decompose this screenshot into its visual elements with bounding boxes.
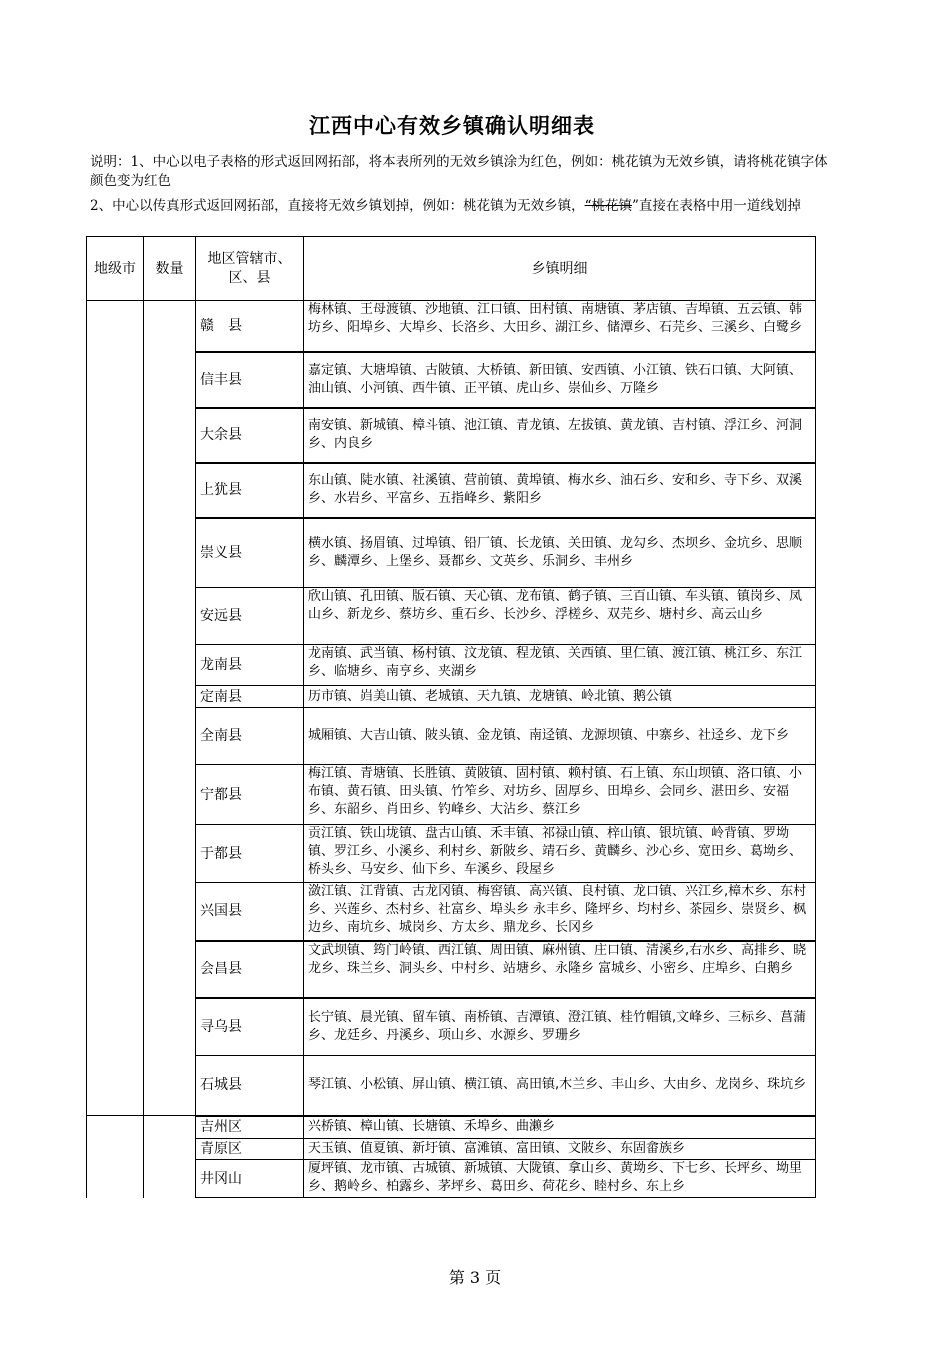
towns-text: 城厢镇、大吉山镇、陂头镇、金龙镇、南迳镇、龙源坝镇、中寨乡、社迳乡、龙下乡 bbox=[308, 728, 790, 743]
towns-cell bbox=[304, 588, 816, 645]
table-row bbox=[87, 645, 816, 686]
county-cell: 青原区 bbox=[196, 1139, 304, 1160]
county-cell: 于都县 bbox=[196, 825, 304, 883]
towns-cell bbox=[304, 825, 816, 883]
towns-text: 长宁镇、晨光镇、留车镇、南桥镇、吉潭镇、澄江镇、桂竹帽镇,文峰乡、三标乡、菖蒲乡、龙廷乡、丹溪乡、项山乡、水源乡、罗珊乡 bbox=[308, 1009, 807, 1043]
towns-text: 厦坪镇、龙市镇、古城镇、新城镇、大陇镇、拿山乡、黄坳乡、下七乡、长坪乡、坳里乡、鹅岭乡、柏露乡、茅坪乡、葛田乡、荷花乡、睦村乡、东上乡 bbox=[308, 1161, 803, 1194]
township-table-wrap bbox=[86, 236, 816, 1198]
county-cell: 定南县 bbox=[196, 686, 304, 708]
table-row bbox=[87, 998, 816, 1056]
header-county: 地区管辖市、区、县 bbox=[196, 237, 304, 301]
towns-text: 历市镇、岿美山镇、老城镇、天九镇、龙塘镇、岭北镇、鹅公镇 bbox=[308, 688, 673, 704]
towns-text: 嘉定镇、大塘埠镇、古陂镇、大桥镇、新田镇、安西镇、小江镇、铁石口镇、大阿镇、油山镇、小河镇、西牛镇、正平镇、虎山乡、崇仙乡、万隆乡 bbox=[308, 362, 803, 396]
county-cell: 兴国县 bbox=[196, 883, 304, 941]
table-row bbox=[87, 352, 816, 408]
towns-cell bbox=[304, 518, 816, 588]
county-cell: 龙南县 bbox=[196, 645, 304, 686]
towns-text: 梅林镇、王母渡镇、沙地镇、江口镇、田村镇、南塘镇、茅店镇、吉埠镇、五云镇、韩坊乡、阳埠乡、大埠乡、长洛乡、大田乡、湖江乡、储潭乡、石芫乡、三溪乡、白鹭乡 bbox=[308, 302, 803, 335]
table-row bbox=[87, 1139, 816, 1160]
towns-text: 东山镇、陡水镇、社溪镇、营前镇、黄埠镇、梅水乡、油石乡、安和乡、寺下乡、双溪乡、水岩乡、平富乡、五指峰乡、紫阳乡 bbox=[308, 473, 803, 506]
note-fax-strike-example: “桃花镇 bbox=[584, 198, 632, 214]
towns-text: 天玉镇、值夏镇、新圩镇、富滩镇、富田镇、文陂乡、东固畲族乡 bbox=[308, 1141, 686, 1156]
towns-cell bbox=[304, 1056, 816, 1116]
table-row bbox=[87, 518, 816, 588]
county-cell: 井冈山 bbox=[196, 1160, 304, 1198]
table-row bbox=[87, 765, 816, 825]
table-row bbox=[87, 941, 816, 998]
towns-cell bbox=[304, 941, 816, 998]
county-cell: 崇义县 bbox=[196, 518, 304, 588]
towns-cell bbox=[304, 463, 816, 518]
towns-text: 兴桥镇、樟山镇、长塘镇、禾埠乡、曲濑乡 bbox=[308, 1119, 556, 1135]
towns-cell bbox=[304, 883, 816, 941]
table-row bbox=[87, 408, 816, 463]
county-cell: 全南县 bbox=[196, 708, 304, 765]
county-cell: 寻乌县 bbox=[196, 998, 304, 1056]
county-cell: 吉州区 bbox=[196, 1116, 304, 1139]
count-cell-group-1 bbox=[144, 301, 196, 1116]
county-cell: 安远县 bbox=[196, 588, 304, 645]
county-cell: 信丰县 bbox=[196, 352, 304, 408]
county-cell: 赣 县 bbox=[196, 301, 304, 352]
header-towns: 乡镇明细 bbox=[304, 237, 816, 301]
table-row bbox=[87, 301, 816, 352]
towns-cell bbox=[304, 1116, 816, 1139]
towns-text: 潋江镇、江背镇、古龙冈镇、梅窖镇、高兴镇、良村镇、龙口镇、兴江乡,樟木乡、东村乡、兴莲乡、杰村乡、社富乡、埠头乡 永丰乡、隆坪乡、均村乡、茶园乡、崇贤乡、枫边乡、南坑乡、城岗乡、方太乡、鼎龙乡、长冈乡 bbox=[308, 884, 807, 935]
towns-cell bbox=[304, 645, 816, 686]
count-cell-group-2 bbox=[144, 1116, 196, 1198]
table-row bbox=[87, 708, 816, 765]
towns-text: 贡江镇、铁山垅镇、盘古山镇、禾丰镇、祁禄山镇、梓山镇、银坑镇、岭背镇、罗坳镇、罗江乡、小溪乡、利村乡、新陂乡、靖石乡、黄麟乡、沙心乡、宽田乡、葛坳乡、桥头乡、马安乡、仙下乡、车溪乡、段屋乡 bbox=[308, 826, 803, 877]
towns-cell bbox=[304, 998, 816, 1056]
table-row bbox=[87, 588, 816, 645]
towns-text: 龙南镇、武当镇、杨村镇、汶龙镇、程龙镇、关西镇、里仁镇、渡江镇、桃江乡、东江乡、临塘乡、南亨乡、夹湖乡 bbox=[308, 646, 803, 679]
towns-cell bbox=[304, 708, 816, 765]
county-cell: 石城县 bbox=[196, 1056, 304, 1116]
city-cell-group-2 bbox=[87, 1116, 144, 1198]
towns-cell bbox=[304, 765, 816, 825]
table-header-row bbox=[87, 237, 816, 301]
towns-cell bbox=[304, 1160, 816, 1198]
table-row bbox=[87, 1056, 816, 1116]
towns-text: 琴江镇、小松镇、屏山镇、横江镇、高田镇,木兰乡、丰山乡、大由乡、龙岗乡、珠坑乡 bbox=[308, 1077, 807, 1093]
table-row bbox=[87, 883, 816, 941]
table-row bbox=[87, 686, 816, 708]
towns-text: 文武坝镇、筠门岭镇、西江镇、周田镇、麻州镇、庄口镇、清溪乡,右水乡、高排乡、晓龙乡、珠兰乡、洞头乡、中村乡、站塘乡、永隆乡 富城乡、小密乡、庄埠乡、白鹅乡 bbox=[308, 942, 807, 976]
towns-cell bbox=[304, 352, 816, 408]
header-count: 数量 bbox=[144, 237, 196, 301]
towns-cell bbox=[304, 686, 816, 708]
towns-text: 欣山镇、孔田镇、版石镇、天心镇、龙布镇、鹤子镇、三百山镇、车头镇、镇岗乡、凤山乡、新龙乡、蔡坊乡、重石乡、长沙乡、浮槎乡、双芫乡、塘村乡、高云山乡 bbox=[308, 589, 803, 622]
towns-cell bbox=[304, 408, 816, 463]
note-fax-text-before: 2、中心以传真形式返回网拓部，直接将无效乡镇划掉，例如：桃花镇为无效乡镇， bbox=[90, 198, 585, 214]
table-row bbox=[87, 463, 816, 518]
towns-cell bbox=[304, 1139, 816, 1160]
towns-text: 南安镇、新城镇、樟斗镇、池江镇、青龙镇、左拔镇、黄龙镇、吉村镇、浮江乡、河洞乡、内良乡 bbox=[308, 418, 803, 451]
towns-cell bbox=[304, 301, 816, 352]
note-electronic: 说明：1、中心以电子表格的形式返回网拓部，将本表所列的无效乡镇涂为红色，例如：桃花镇为无效乡镇，请将桃花镇字体颜色变为红色 bbox=[90, 154, 828, 189]
county-cell: 大余县 bbox=[196, 408, 304, 463]
note-fax-text-after: ”直接在表格中用一道线划掉 bbox=[632, 198, 801, 214]
township-table bbox=[86, 236, 816, 1198]
table-row bbox=[87, 825, 816, 883]
towns-text: 横水镇、扬眉镇、过埠镇、铅厂镇、长龙镇、关田镇、龙勾乡、杰坝乡、金坑乡、思顺乡、麟潭乡、上堡乡、聂都乡、文英乡、乐洞乡、丰州乡 bbox=[308, 535, 803, 569]
table-row bbox=[87, 1160, 816, 1198]
page-title: 江西中心有效乡镇确认明细表 bbox=[309, 114, 595, 138]
city-cell-group-1 bbox=[87, 301, 144, 1116]
header-city: 地级市 bbox=[87, 237, 144, 301]
page-number: 第 3 页 bbox=[448, 1268, 502, 1287]
table-row bbox=[87, 1116, 816, 1139]
towns-text: 梅江镇、青塘镇、长胜镇、黄陂镇、固村镇、赖村镇、石上镇、东山坝镇、洛口镇、小布镇、黄石镇、田头镇、竹笮乡、对坊乡、固厚乡、田埠乡、会同乡、湛田乡、安福乡、东韶乡、肖田乡、钓峰乡、大沾乡、蔡江乡 bbox=[308, 766, 803, 817]
county-cell: 上犹县 bbox=[196, 463, 304, 518]
county-cell: 会昌县 bbox=[196, 941, 304, 998]
county-cell: 宁都县 bbox=[196, 765, 304, 825]
note-fax bbox=[90, 197, 830, 216]
